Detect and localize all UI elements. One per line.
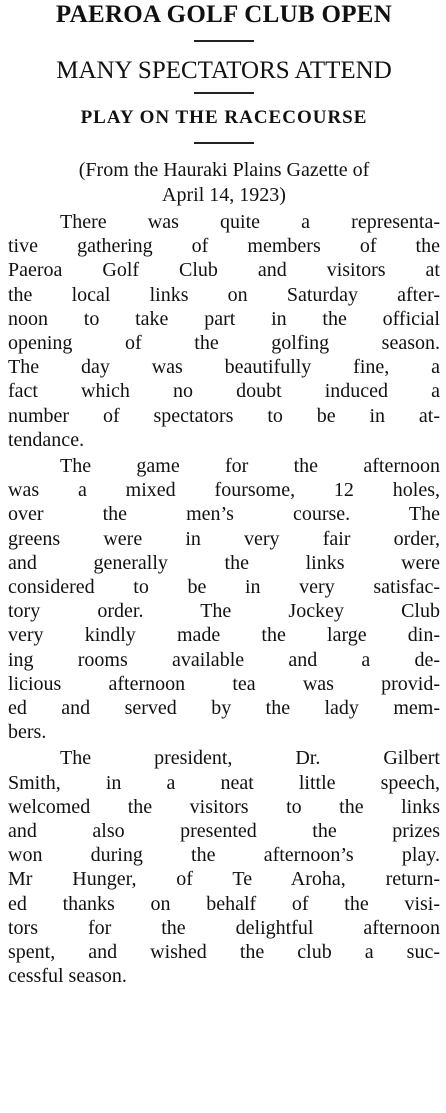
- text-line: spent, and wished the club a suc-: [8, 941, 440, 964]
- text-line: opening of the golfing season.: [8, 332, 440, 355]
- text-line: bers.: [8, 721, 47, 744]
- text-line: and also presented the prizes: [8, 820, 440, 843]
- text-line: The game for the afternoon: [60, 455, 440, 478]
- text-line: licious afternoon tea was provid-: [8, 672, 440, 695]
- text-line: greens were in very fair order,: [8, 527, 440, 550]
- text-line: welcomed the visitors to the links: [8, 795, 440, 818]
- text-line: number of spectators to be in at-: [8, 404, 440, 427]
- text-line: The president, Dr. Gilbert: [60, 747, 440, 770]
- deck: PLAY ON THE RACECOURSE: [80, 107, 368, 128]
- source-line: (From the Hauraki Plains Gazette of: [78, 159, 370, 181]
- text-line: ed and served by the lady mem-: [8, 697, 440, 720]
- text-line: won during the afternoon’s play.: [8, 844, 440, 867]
- paragraph: [8, 454, 440, 744]
- text-line: Mr Hunger, of Te Aroha, return-: [8, 868, 440, 891]
- text-line: considered to be in very satisfac-: [8, 576, 440, 599]
- text-line: There was quite a representa-: [60, 211, 440, 233]
- headline-divider: [194, 40, 254, 42]
- text-line: and generally the links were: [8, 551, 440, 574]
- subheadline-divider: [194, 92, 254, 94]
- text-line: Paeroa Golf Club and visitors at: [8, 259, 440, 282]
- text-line: fact which no doubt induced a: [8, 380, 440, 403]
- source-line: April 14, 1923): [162, 184, 286, 206]
- subheadline: MANY SPECTATORS ATTEND: [56, 57, 392, 84]
- text-line: cessful season.: [8, 965, 127, 988]
- source-credit: [8, 158, 440, 208]
- paragraph: [8, 210, 440, 452]
- text-line: over the men’s course. The: [8, 503, 440, 526]
- text-line: tendance.: [8, 428, 85, 451]
- deck-divider: [194, 142, 254, 144]
- text-line: The day was beautifully fine, a: [8, 356, 440, 379]
- text-line: ing rooms available and a de-: [8, 648, 440, 671]
- text-line: tory order. The Jockey Club: [8, 600, 440, 623]
- text-line: ed thanks on behalf of the visi-: [8, 892, 440, 915]
- text-line: noon to take part in the official: [8, 307, 440, 330]
- article-body: [8, 210, 440, 989]
- text-line: the local links on Saturday after-: [8, 283, 440, 306]
- text-line: tors for the delightful afternoon: [8, 916, 440, 939]
- text-line: very kindly made the large din-: [8, 624, 440, 647]
- text-line: was a mixed foursome, 12 holes,: [8, 479, 440, 502]
- text-line: Smith, in a neat little speech,: [8, 771, 440, 794]
- headline: PAEROA GOLF CLUB OPEN: [55, 1, 393, 28]
- text-line: tive gathering of members of the: [8, 235, 440, 258]
- paragraph: [8, 746, 440, 988]
